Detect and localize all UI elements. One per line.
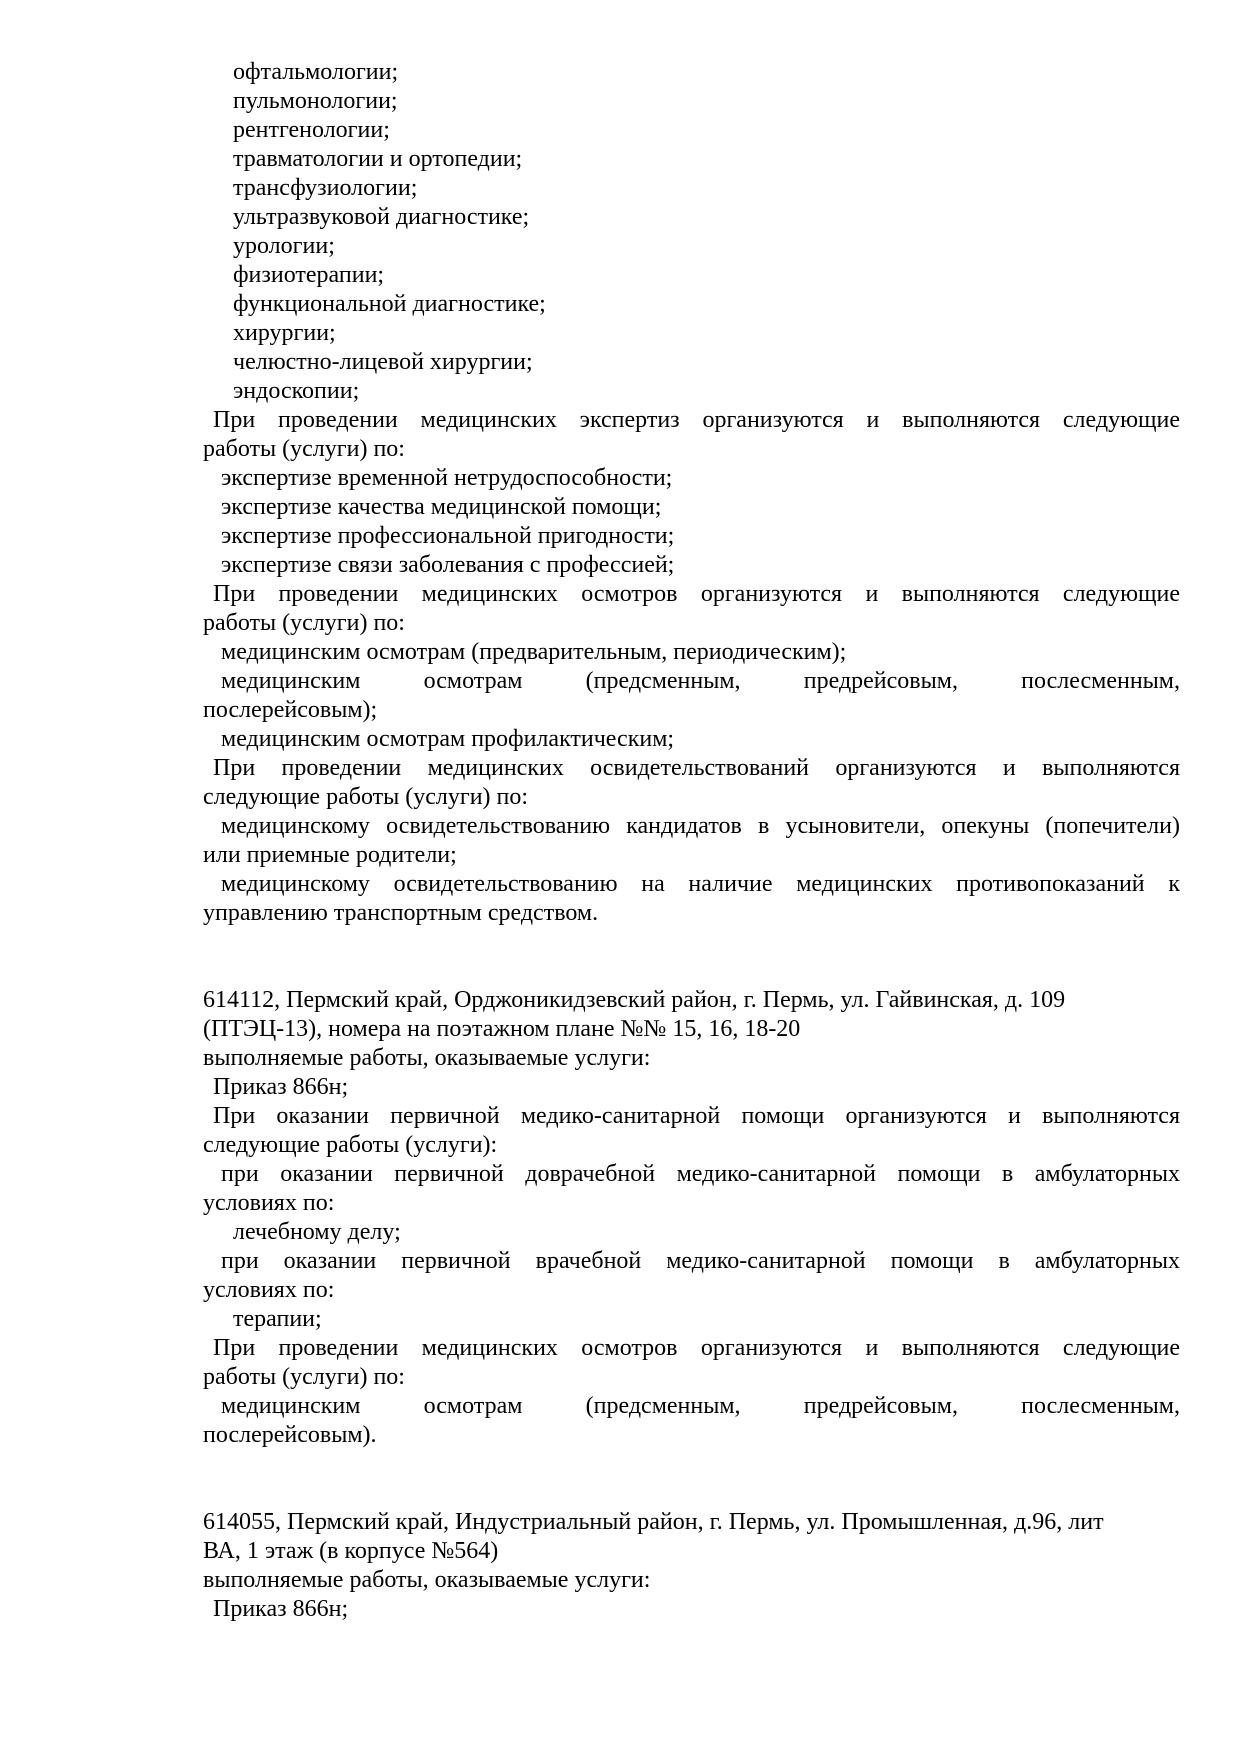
service-item: медицинским осмотрам профилактическим;	[221, 726, 675, 752]
address-line: (ПТЭЦ-13), номера на поэтажном плане №№ 15, 16, 18-20	[203, 1016, 801, 1042]
specialty-item: челюстно-лицевой хирургии;	[233, 349, 533, 375]
service-item: экспертизе профессиональной пригодности;	[221, 523, 675, 549]
specialty-item: эндоскопии;	[233, 378, 360, 404]
paragraph-line: При проведении медицинских осмотров организуются и выполняются следующие	[213, 1335, 1180, 1361]
specialty-item: ультразвуковой диагностике;	[233, 204, 530, 230]
service-item: послерейсовым).	[203, 1422, 377, 1448]
paragraph-line: работы (услуги) по:	[203, 610, 405, 636]
blank-line	[203, 928, 1180, 986]
blank-line	[203, 1450, 1180, 1508]
paragraph-line: При проведении медицинских освидетельствований организуются и выполняются	[213, 755, 1180, 781]
address-line: 614055, Пермский край, Индустриальный район, г. Пермь, ул. Промышленная, д.96, лит	[203, 1509, 1104, 1535]
specialty-item: рентгенологии;	[233, 117, 390, 143]
service-item: медицинскому освидетельствованию на наличие медицинских противопоказаний к	[221, 871, 1180, 897]
works-header-line: выполняемые работы, оказываемые услуги:	[203, 1045, 651, 1071]
specialty-item: физиотерапии;	[233, 262, 385, 288]
document-content	[203, 58, 1180, 1624]
service-item: экспертизе качества медицинской помощи;	[221, 494, 662, 520]
specialty-item: терапии;	[233, 1306, 322, 1332]
specialty-item: травматологии и ортопедии;	[233, 146, 523, 172]
specialty-item: функциональной диагностике;	[233, 291, 546, 317]
paragraph-line: При проведении медицинских экспертиз организуются и выполняются следующие	[213, 407, 1180, 433]
paragraph-line: следующие работы (услуги) по:	[203, 784, 529, 810]
works-header-line: выполняемые работы, оказываемые услуги:	[203, 1567, 651, 1593]
paragraph-line: При проведении медицинских осмотров организуются и выполняются следующие	[213, 581, 1180, 607]
service-item: или приемные родители;	[203, 842, 457, 868]
paragraph-line: работы (услуги) по:	[203, 436, 405, 462]
specialty-item: лечебному делу;	[233, 1219, 401, 1245]
order-reference-line: Приказ 866н;	[213, 1074, 349, 1100]
specialty-item: пульмонологии;	[233, 88, 398, 114]
service-item: послерейсовым);	[203, 697, 378, 723]
service-item: медицинским осмотрам (предварительным, периодическим);	[221, 639, 847, 665]
address-line: ВА, 1 этаж (в корпусе №564)	[203, 1538, 499, 1564]
service-item: условиях по:	[203, 1190, 335, 1216]
address-line: 614112, Пермский край, Орджоникидзевский район, г. Пермь, ул. Гайвинская, д. 109	[203, 987, 1066, 1013]
service-item: экспертизе связи заболевания с профессией;	[221, 552, 675, 578]
service-item: управлению транспортным средством.	[203, 900, 599, 926]
service-item: медицинскому освидетельствованию кандидатов в усыновители, опекуны (попечители)	[221, 813, 1180, 839]
service-item: медицинским осмотрам (предсменным, предрейсовым, послесменным,	[221, 1393, 1180, 1419]
paragraph-line: При оказании первичной медико-санитарной помощи организуются и выполняются	[213, 1103, 1180, 1129]
specialty-item: трансфузиологии;	[233, 175, 418, 201]
specialty-item: урологии;	[233, 233, 335, 259]
specialty-item: офтальмологии;	[233, 59, 399, 85]
service-item: при оказании первичной врачебной медико-санитарной помощи в амбулаторных	[221, 1248, 1180, 1274]
paragraph-line: работы (услуги) по:	[203, 1364, 405, 1390]
service-item: экспертизе временной нетрудоспособности;	[221, 465, 673, 491]
paragraph-line: следующие работы (услуги):	[203, 1132, 498, 1158]
specialty-item: хирургии;	[233, 320, 336, 346]
service-item: медицинским осмотрам (предсменным, предрейсовым, послесменным,	[221, 668, 1180, 694]
service-item: при оказании первичной доврачебной медико-санитарной помощи в амбулаторных	[221, 1161, 1180, 1187]
order-reference-line: Приказ 866н;	[213, 1596, 349, 1622]
service-item: условиях по:	[203, 1277, 335, 1303]
